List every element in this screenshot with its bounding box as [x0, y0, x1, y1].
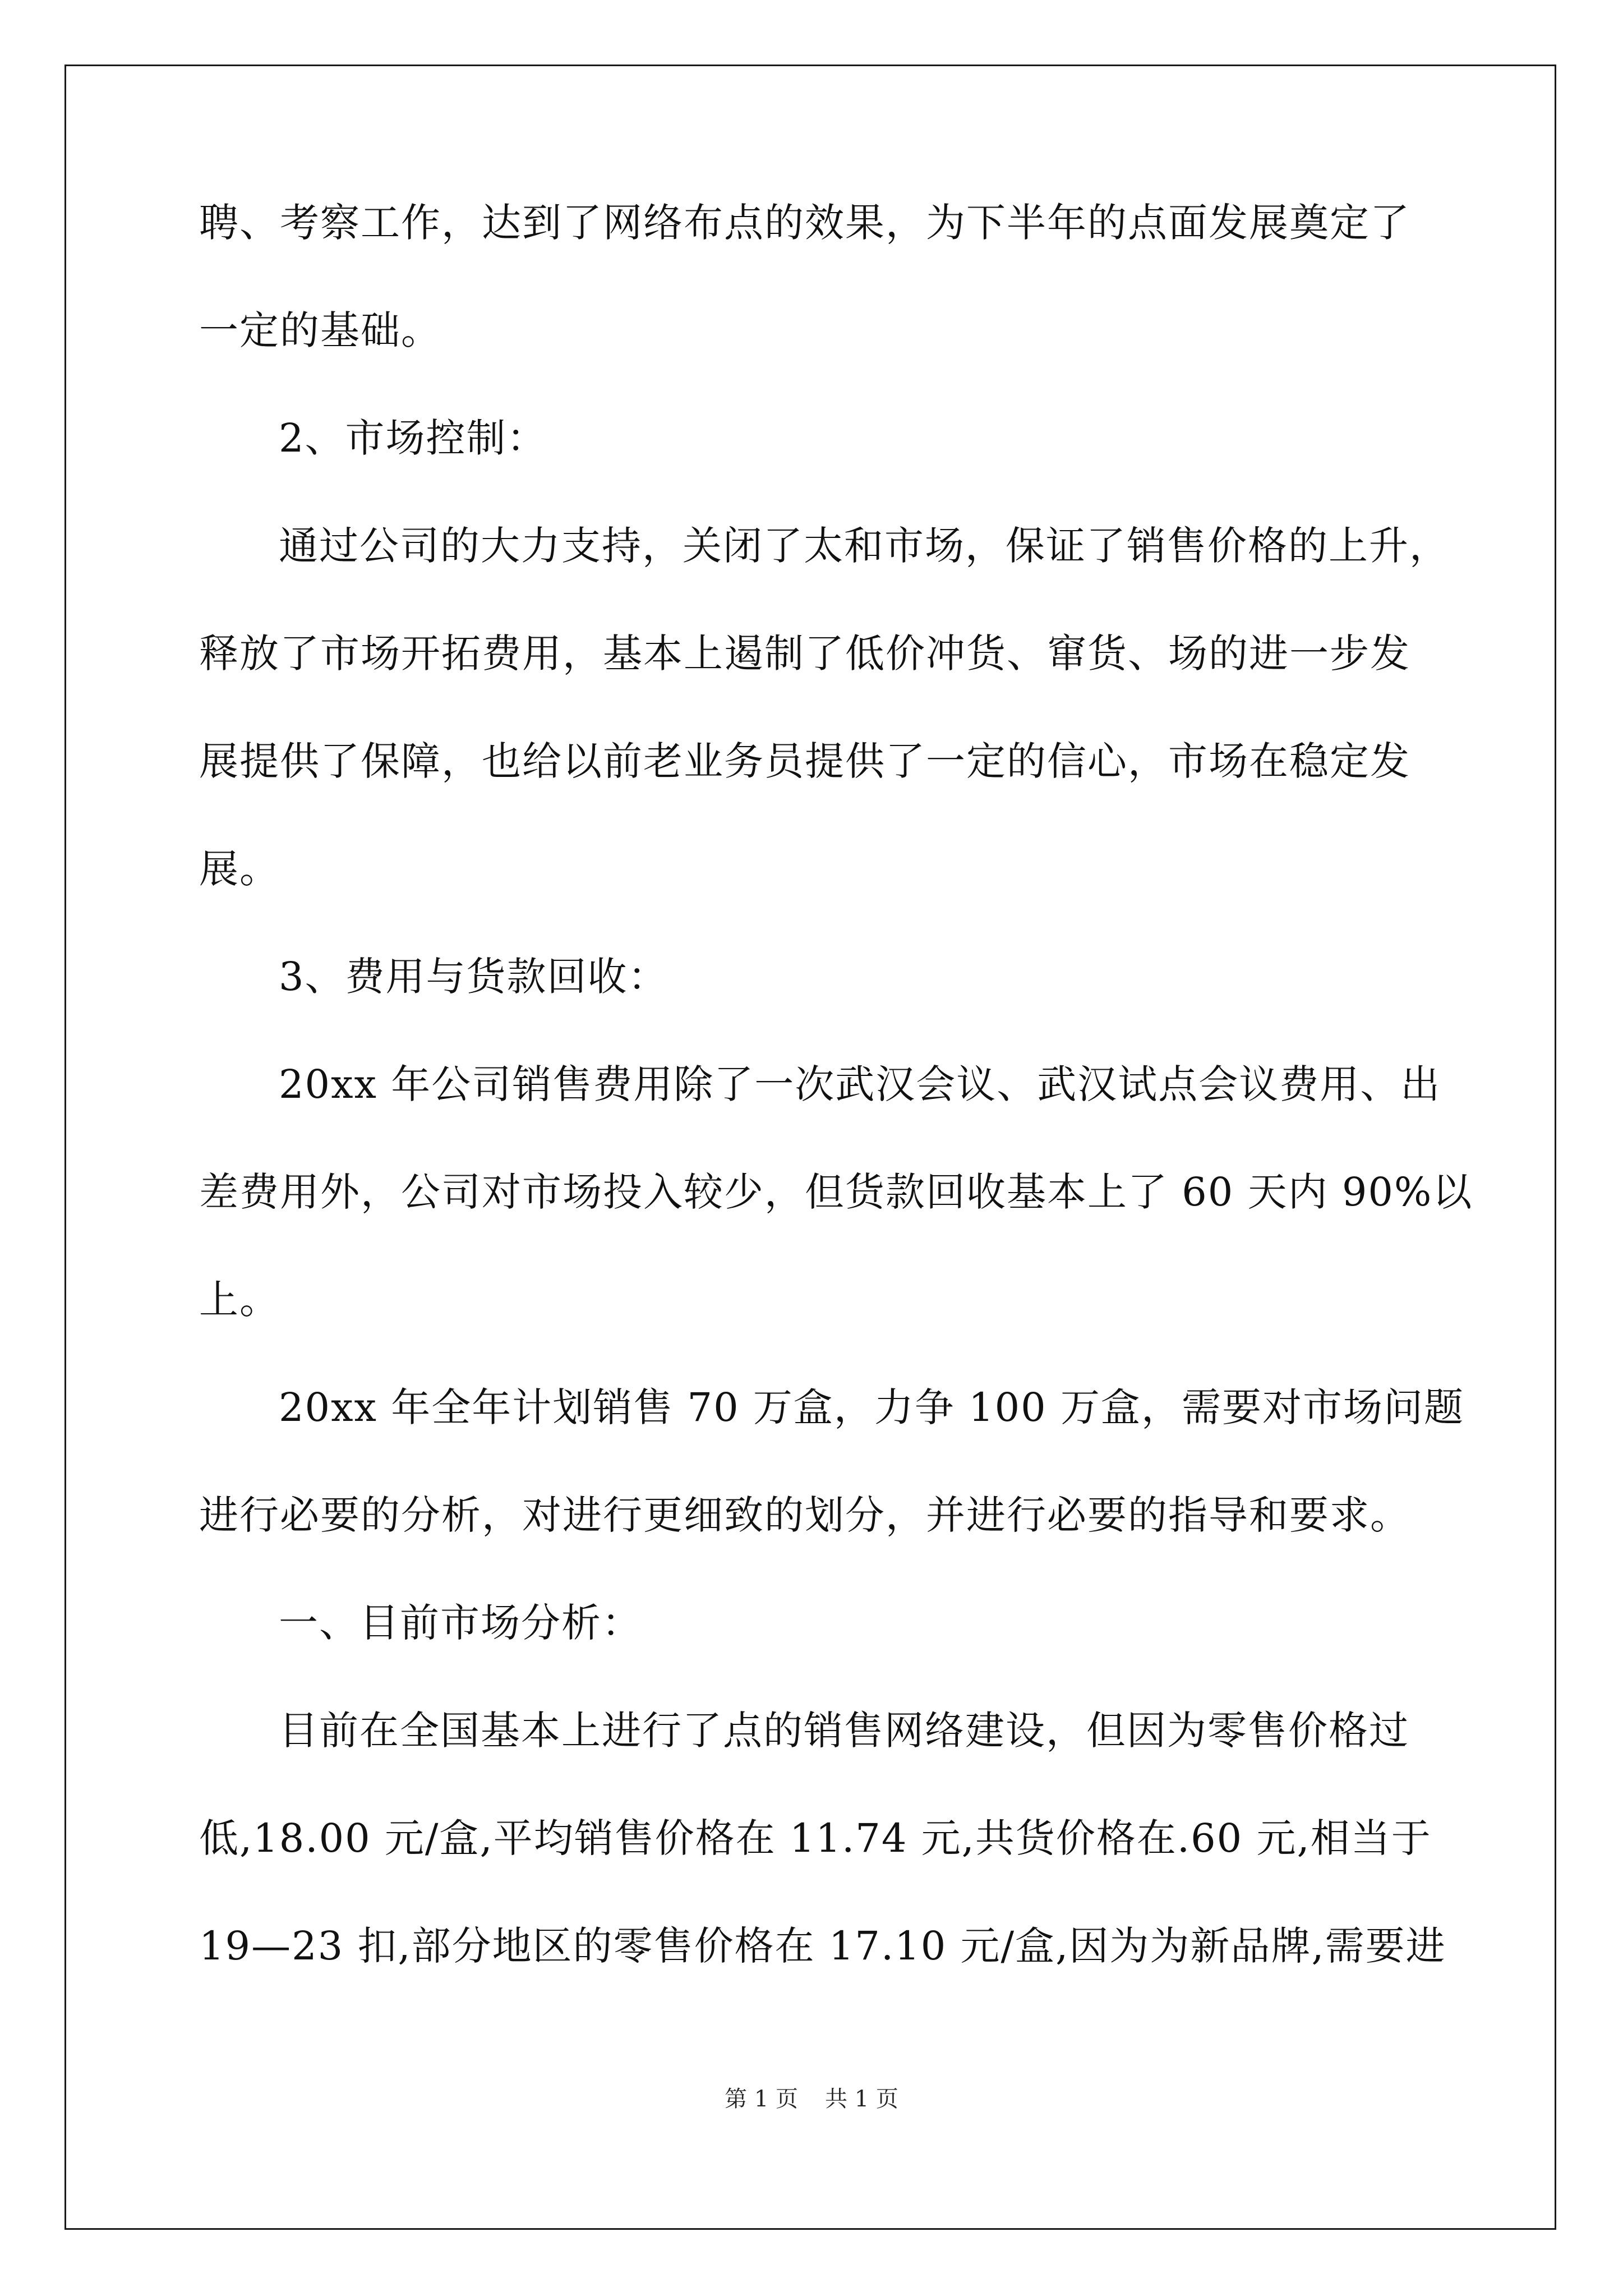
section-heading: 2、市场控制： — [279, 415, 547, 461]
text-line: 通过公司的大力支持，关闭了太和市场，保证了销售价格的上升， — [279, 523, 1450, 569]
text-line: 进行必要的分析，对进行更细致的划分，并进行必要的指导和要求。 — [199, 1492, 1410, 1538]
text-line: 20xx 年公司销售费用除了一次武汉会议、武汉试点会议费用、出 — [279, 1061, 1441, 1107]
page-footer — [0, 2086, 1623, 2113]
text-line: 一定的基础。 — [199, 307, 441, 353]
text-line: 展。 — [199, 846, 280, 892]
text-line: 展提供了保障，也给以前老业务员提供了一定的信心，市场在稳定发 — [199, 738, 1410, 784]
text-line: 聘、考察工作，达到了网络布点的效果，为下半年的点面发展奠定了 — [199, 200, 1410, 246]
text-line: 差费用外，公司对市场投入较少，但货款回收基本上了 60 天内 90%以 — [199, 1169, 1473, 1215]
text-line: 释放了市场开拓费用，基本上遏制了低价冲货、窜货、场的进一步发 — [199, 631, 1410, 677]
text-line: 目前在全国基本上进行了点的销售网络建设，但因为零售价格过 — [279, 1708, 1409, 1754]
text-line: 低,18.00 元/盒,平均销售价格在 11.74 元,共货价格在.60 元,相当于 — [199, 1815, 1432, 1861]
text-line: 20xx 年全年计划销售 70 万盒，力争 100 万盒，需要对市场问题 — [279, 1384, 1464, 1430]
document-body — [199, 196, 1473, 1972]
page-number: 第 1 页 — [725, 2086, 798, 2112]
section-heading: 3、费用与货款回收： — [279, 954, 668, 1000]
text-line: 上。 — [199, 1277, 280, 1323]
text-line: 19—23 扣,部分地区的零售价格在 17.10 元/盒,因为为新品牌,需要进 — [199, 1923, 1446, 1969]
section-heading: 一、目前市场分析： — [279, 1600, 642, 1646]
page-total: 共 1 页 — [825, 2086, 898, 2112]
